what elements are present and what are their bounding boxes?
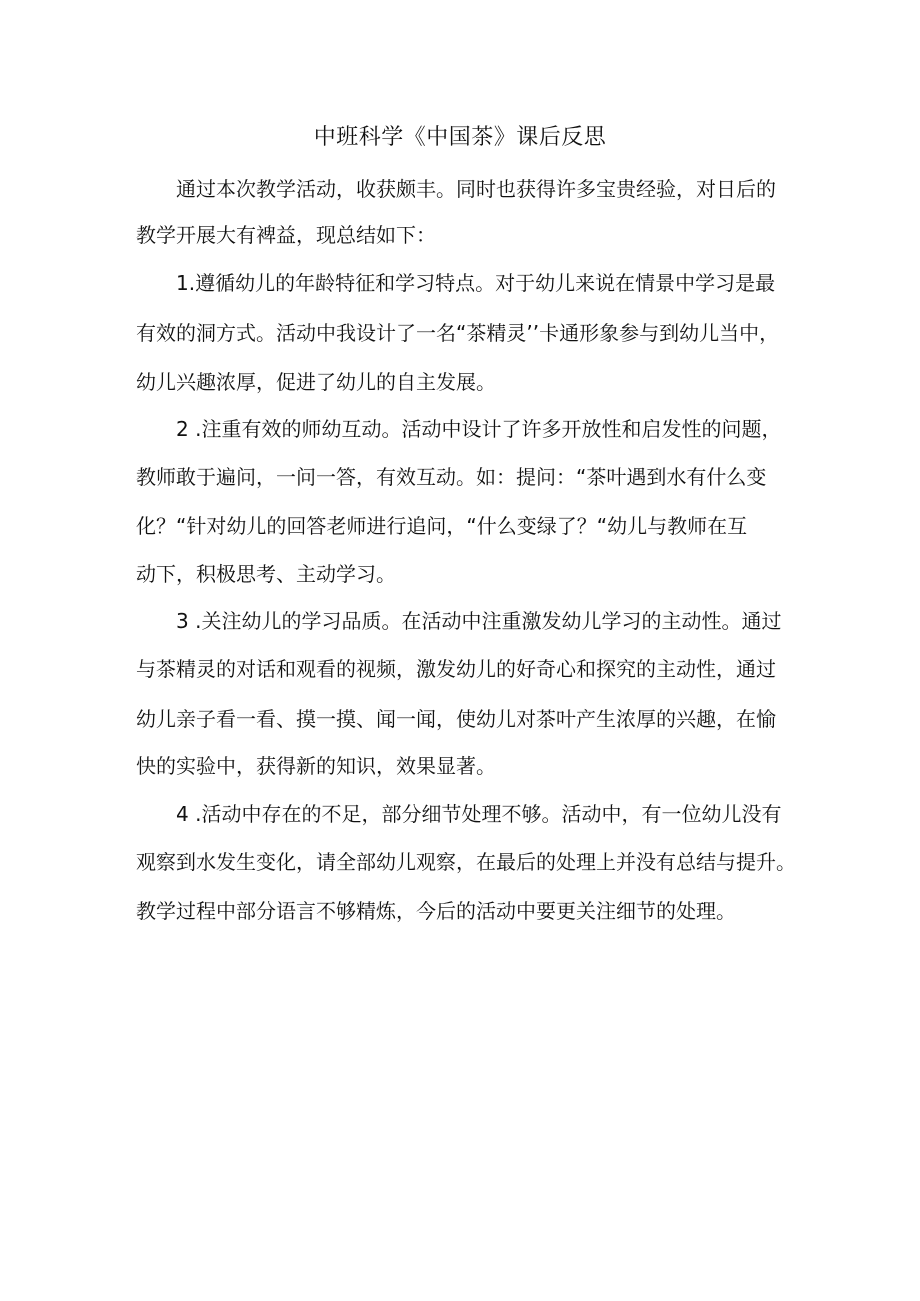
point-2-line-4: 动下，积极思考、主动学习。 xyxy=(136,562,396,586)
intro-line-1: 通过本次教学活动，收获颇丰。同时也获得许多宝贵经验，对日后的 xyxy=(176,177,776,201)
intro-line-2: 教学开展大有裨益，现总结如下： xyxy=(136,223,436,247)
point-1-line-3: 幼儿兴趣浓厚，促进了幼儿的自主发展。 xyxy=(136,370,496,394)
point-3-line-2: 与茶精灵的对话和观看的视频，激发幼儿的好奇心和探究的主动性，通过 xyxy=(136,657,776,681)
point-1-line-1: 1.遵循幼儿的年龄特征和学习特点。对于幼儿来说在情景中学习是最 xyxy=(176,271,776,295)
point-3-line-3: 幼儿亲子看一看、摸一摸、闻一闻，使幼儿对茶叶产生浓厚的兴趣，在愉 xyxy=(136,707,776,731)
point-2-line-2: 教师敢于遍问，一问一答，有效互动。如：提问：“茶叶遇到水有什么变 xyxy=(136,465,767,489)
point-2-line-3: 化？“针对幼儿的回答老师进行追问，“什么变绿了？“幼儿与教师在互 xyxy=(136,514,748,538)
point-3-line-4: 快的实验中，获得新的知识，效果显著。 xyxy=(136,754,496,778)
point-4-line-3: 教学过程中部分语言不够精炼，今后的活动中要更关注细节的处理。 xyxy=(136,899,736,923)
point-1-line-2: 有效的洞方式。活动中我设计了一名“茶精灵’’卡通形象参与到幼儿当中， xyxy=(136,321,780,345)
point-2-line-1: 2 .注重有效的师幼互动。活动中设计了许多开放性和启发性的问题， xyxy=(176,417,782,441)
document-title: 中班科学《中国茶》课后反思 xyxy=(313,125,607,150)
point-4-line-2: 观察到水发生变化，请全部幼儿观察，在最后的处理上并没有总结与提升。 xyxy=(136,850,796,874)
point-3-line-1: 3 .关注幼儿的学习品质。在活动中注重激发幼儿学习的主动性。通过 xyxy=(176,609,782,633)
point-4-line-1: 4 .活动中存在的不足，部分细节处理不够。活动中，有一位幼儿没有 xyxy=(176,802,782,826)
